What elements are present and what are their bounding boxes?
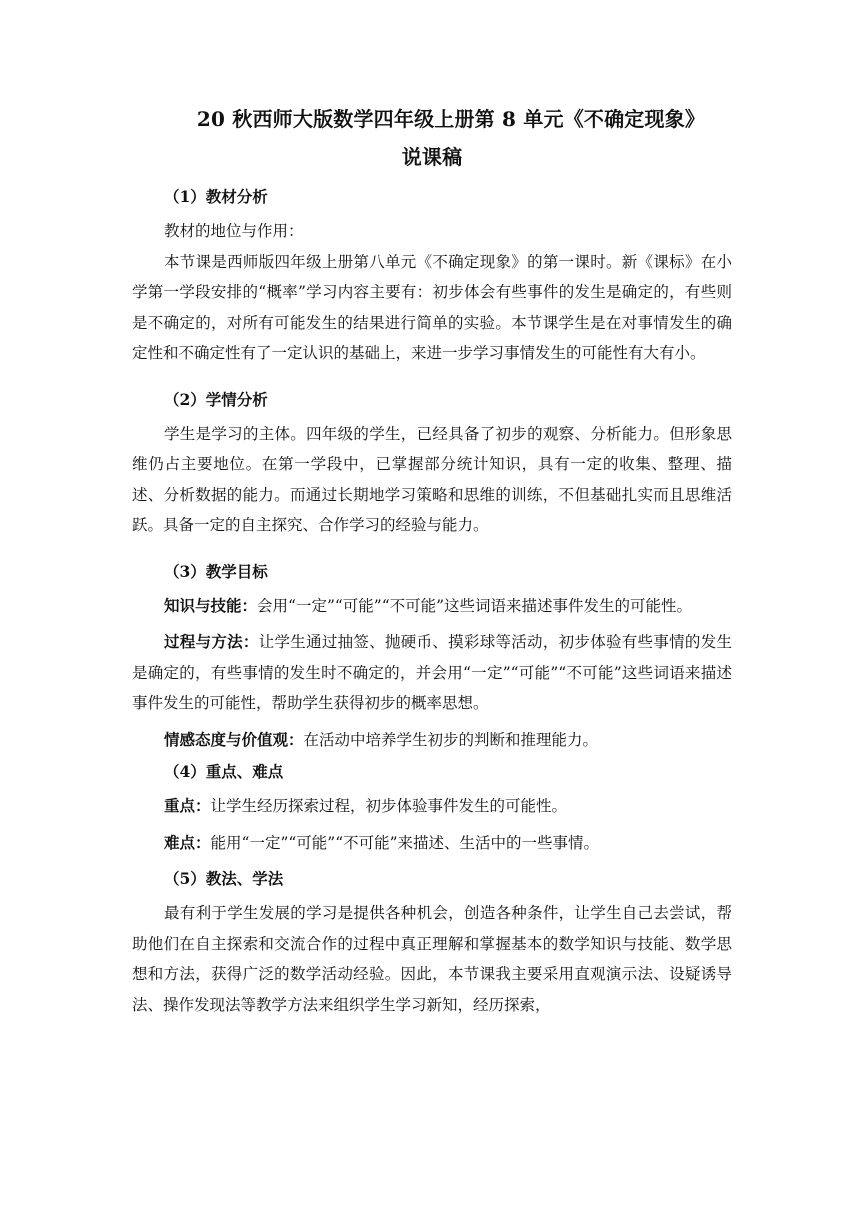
- objective-text: 在活动中培养学生初步的判断和推理能力。: [303, 730, 599, 749]
- title-line-1: 20 秋西师大版数学四年级上册第 8 单元《不确定现象》: [196, 107, 706, 131]
- document-body: [132, 104, 732, 1020]
- objective-text: 会用“一定”“可能”“不可能”这些词语来描述事件发生的可能性。: [257, 596, 693, 615]
- difficult-point-label: 难点：: [164, 832, 211, 852]
- paragraph: 最有利于学生发展的学习是提供各种机会，创造各种条件，让学生自己去尝试，帮助他们在自主探索和交流合作的过程中真正理解和掌握基本的数学知识与技能、数学思想和方法，获得广泛的数学活动经验。因此，本节课我主要采用直观演示法、设疑诱导法、操作发现法等教学方法来组织学生学习新知，经历探索，: [132, 904, 732, 1014]
- document-title: [132, 104, 732, 172]
- objective-label: 过程与方法：: [164, 632, 259, 651]
- paragraph: 本节课是西师版四年级上册第八单元《不确定现象》的第一课时。新《课标》在小学第一学段安排的“概率”学习内容主要有：初步体会有些事件的发生是确定的，有些则是不确定的，对所有可能发生的结果进行简单的实验。本节课学生是在对事情发生的确定性和不确定性有了一定认识的基础上，来进一步学习事情发生的可能性有大有小。: [132, 252, 732, 362]
- paragraph: 教材的地位与作用：: [164, 222, 304, 240]
- section-heading-objectives: （3）教学目标: [164, 561, 268, 581]
- objective-attitude: [132, 725, 732, 756]
- key-point-text: 让学生经历探索过程，初步体验事件发生的可能性。: [210, 797, 568, 815]
- objective-knowledge: [132, 591, 732, 622]
- key-point-label: 重点：: [164, 796, 211, 815]
- difficult-point: [132, 828, 732, 859]
- objective-label: 情感态度与价值观：: [164, 729, 304, 749]
- section-heading-materials: （1）教材分析: [164, 187, 268, 206]
- objective-label: 知识与技能：: [164, 595, 258, 615]
- section-heading-students: （2）学情分析: [164, 389, 268, 409]
- section-heading-methods: （5）教法、学法: [164, 869, 284, 888]
- paragraph: 学生是学习的主体。四年级的学生，已经具备了初步的观察、分析能力。但形象思维仍占主要地位。在第一学段中，已掌握部分统计知识，具有一定的收集、整理、描述、分析数据的能力。而通过长期地学习策略和思维的训练，不但基础扎实而且思维活跃。具备一定的自主探究、合作学习的经验与能力。: [132, 424, 732, 534]
- title-line-2: 说课稿: [401, 145, 463, 169]
- difficult-point-text: 能用“一定”“可能”“不可能”来描述、生活中的一些事情。: [210, 833, 600, 852]
- key-point: [132, 791, 732, 822]
- objective-process: [132, 627, 732, 719]
- section-heading-key-points: （4）重点、难点: [164, 762, 284, 781]
- objective-text: 让学生通过抽签、抛硬币、摸彩球等活动，初步体验有些事情的发生是确定的，有些事情的发生时不确定的，并会用“一定”“可能”“不可能”这些词语来描述事件发生的可能性，帮助学生获得初步的概率思想。: [132, 633, 732, 712]
